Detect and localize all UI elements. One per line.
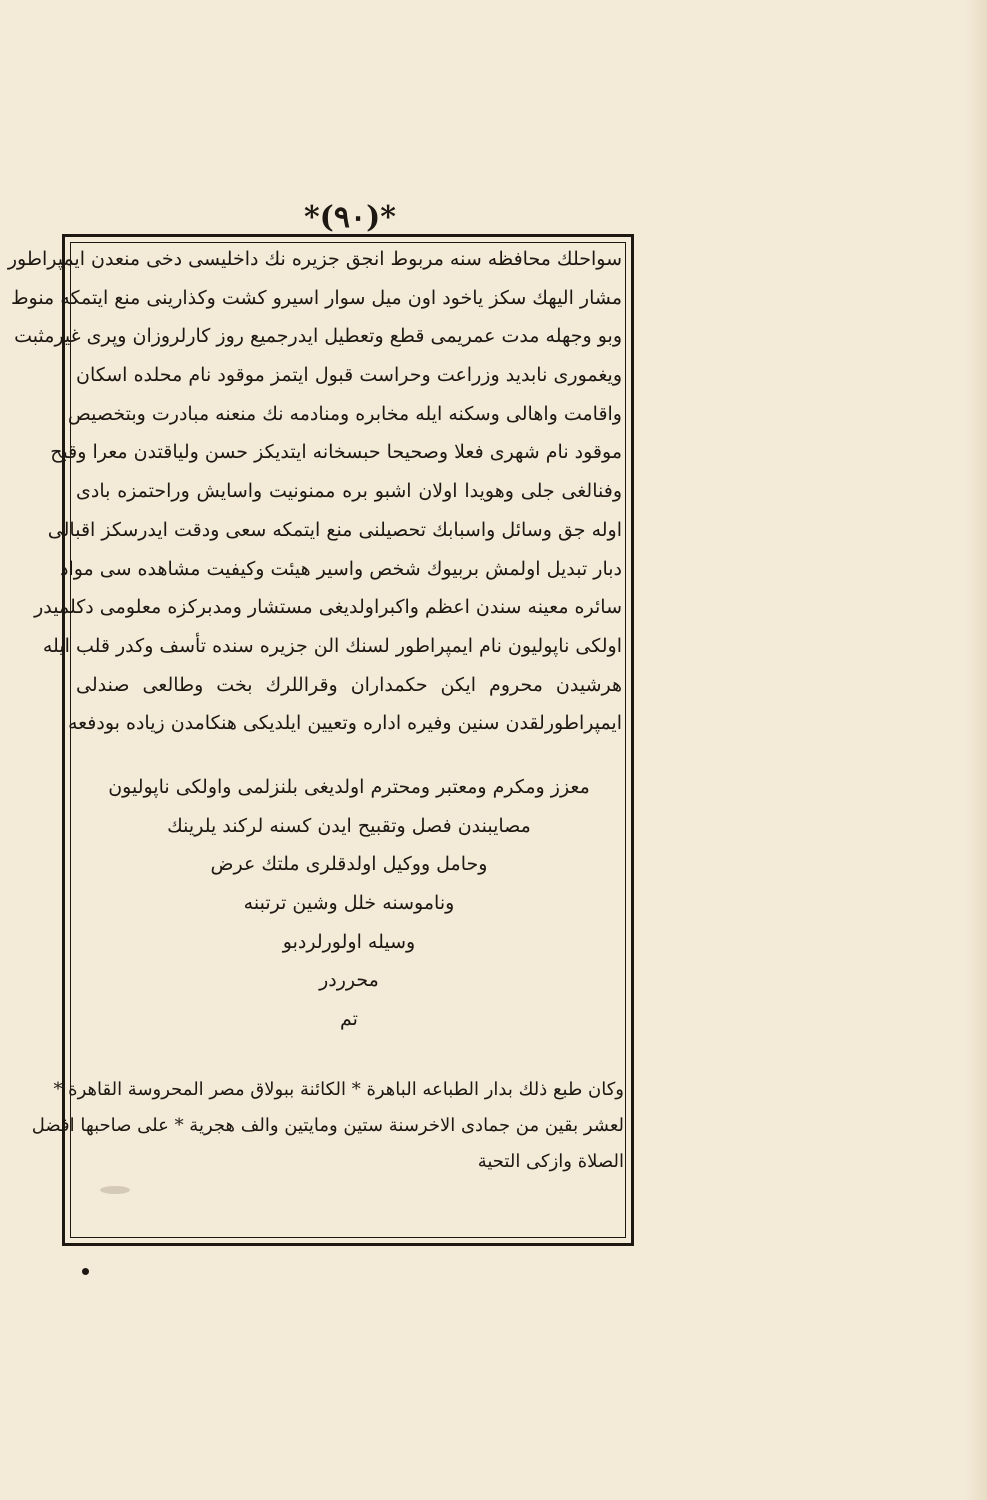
tapered-line: معزز ومكرم ومعتبر ومحترم اولديغى بلنزلمى واولكى ناپوليون — [108, 776, 590, 798]
closing-word: محرردر — [319, 969, 379, 992]
body-line: واقامت واهالى وسكنه ايله مخابره ومنادمه نك منعنه مبادرت وبتخصيص — [67, 402, 622, 425]
body-line: وبو وجهله مدت عمريمى قطع وتعطيل ايدرجميع روز كارلروزان وپرى غيرمثبت — [14, 325, 622, 348]
page-number: *(٩٠)* — [303, 200, 396, 235]
body-line: سائره معينه سندن اعظم واكبراولديغى مستشار ومدبركزه معلومى دكلميدر — [34, 596, 622, 619]
finis-mark: تم — [340, 1008, 358, 1031]
tapered-line: مصايبندن فصل وتقبيح ايدن كسنه لركند يلرينك — [167, 814, 531, 837]
colophon-line: الصلاة وازكى التحية — [477, 1151, 624, 1172]
colophon-line: وكان طبع ذلك بدار الطباعه الباهرة * الكائنة ببولاق مصر المحروسة القاهرة * — [53, 1079, 624, 1100]
tapered-line: وسيله اولورلردبو — [282, 930, 416, 953]
page-edge — [965, 0, 987, 1500]
body-line: ويغمورى نابديد وزراعت وحراست قبول ايتمز موقود نام محلده اسكان — [76, 364, 622, 387]
body-line: ايمپراطورلقدن سنين وفيره اداره وتعيين ايلديكى هنكامدن زياده بودفعه — [67, 712, 622, 735]
body-text — [7, 240, 622, 743]
tapered-line: وحامل ووكيل اولدقلرى ملتك عرض — [210, 853, 488, 876]
body-line: اولكى ناپوليون نام ايمپراطور لسنك الن جزيره سنده تأسف وكدر قلب ايله — [42, 634, 622, 657]
body-line: سواحلك محافظه سنه مربوط انجق جزيره نك داخليسى دخى منعدن ايمپراطور — [7, 248, 622, 270]
tapered-text — [76, 768, 622, 1039]
body-line: دبار تبديل اولمش بربيوك شخص واسير هيئت وكيفيت مشاهده سى مواد — [59, 557, 622, 580]
ink-smudge — [100, 1186, 130, 1194]
tapered-line: وناموسنه خلل وشين ترتبنه — [243, 892, 455, 915]
body-line: هرشيدن محروم ايكن حكمداران وقراللرك بخت وطالعى صندلى — [76, 673, 622, 696]
ink-dot — [82, 1268, 89, 1275]
body-line: مشار اليهك سكز ياخود اون ميل سوار اسيرو كشت وكذارينى منع ايتمكه منوط — [10, 286, 622, 309]
colophon-line: لعشر بقين من جمادى الاخرسنة ستين ومايتين والف هجرية * على صاحبها افضل — [31, 1115, 624, 1136]
colophon — [31, 1072, 624, 1180]
body-line: موقود نام شهرى فعلا وصحيحا حبسخانه ايتديكز حسن ولياقتدن معرا وقبح — [50, 441, 622, 464]
body-line: اوله جق وسائل واسبابك تحصيلنى منع ايتمكه سعى ودقت ايدرسكز اقبالى — [47, 518, 622, 541]
body-line: وفنالغى جلى وهويدا اولان اشبو بره ممنونيت واسايش وراحتمزه بادى — [76, 480, 622, 503]
